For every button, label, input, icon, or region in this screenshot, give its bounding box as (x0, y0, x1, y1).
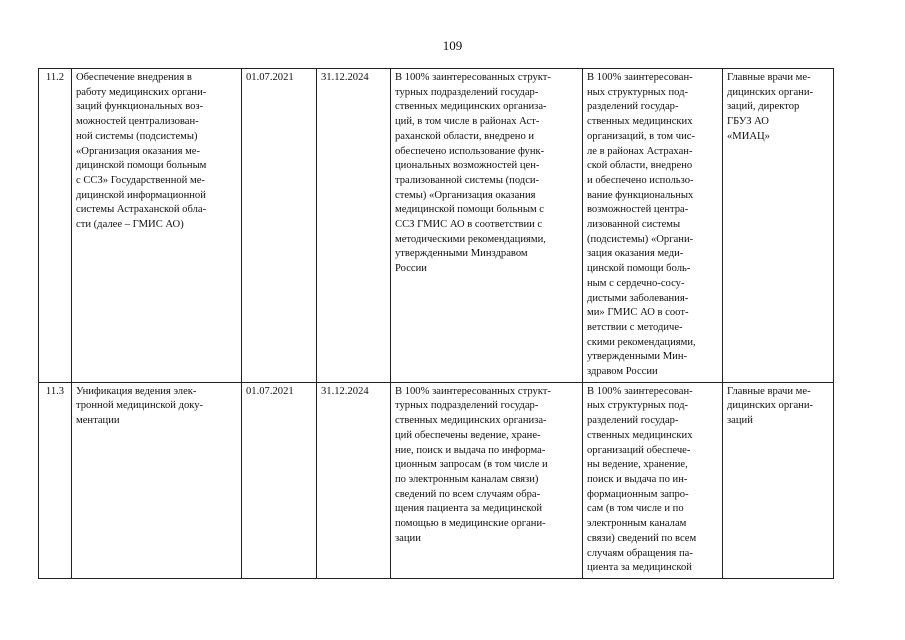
start-date-cell: 01.07.2021 (242, 69, 317, 383)
indicator-cell: В 100% заинтересован- ных структурных под- разделений государ- ственных медицинских организаций обеспече- ны ведение, хранение, поиск и выдача по ин- формационным запро- сам (в том числе и по электронным каналам связи) сведений по всем случаям обращения па- циента за медицинской (583, 382, 723, 578)
start-date-cell: 01.07.2021 (242, 382, 317, 578)
indicator-cell: В 100% заинтересован- ных структурных под- разделений государ- ственных медицинских организаций, в том чис- ле в районах Астрахан- ской области, внедрено и обеспечено использо- вание функциональных возможностей центра- лизованной системы (подсистемы) «Органи- зация оказания меди- цинской помощи боль- ным с сердечно-сосу- дистыми заболевания- ми» ГМИС АО в соот- ветствии с методиче- скими рекомендациями, утвержденными Мин- здравом России (583, 69, 723, 383)
row-number-cell: 11.2 (39, 69, 72, 383)
action-cell: Обеспечение внедрения в работу медицинских органи- заций функциональных воз- можностей централизован- ной системы (подсистемы) «Организация оказания ме- дицинской помощи больным с ССЗ» Государственной ме- дицинской информационной системы Астраханской обла- сти (далее – ГМИС АО) (72, 69, 242, 383)
page-number: 109 (442, 38, 463, 53)
measures-table (38, 68, 834, 579)
end-date-cell: 31.12.2024 (317, 69, 391, 383)
responsible-cell: Главные врачи ме- дицинских органи- заций, директор ГБУЗ АО «МИАЦ» (723, 69, 834, 383)
table-row (39, 69, 834, 383)
row-number-cell: 11.3 (39, 382, 72, 578)
end-date-cell: 31.12.2024 (317, 382, 391, 578)
action-cell: Унификация ведения элек- тронной медицинской доку- ментации (72, 382, 242, 578)
result-cell: В 100% заинтересованных структ- турных подразделений государ- ственных медицинских организа- ций, в том числе в районах Аст- раханской области, внедрено и обеспечено использование функ- циональных возможностей цен- трализованной системы (подси- стемы) «Организация оказания медицинской помощи больным с ССЗ ГМИС АО в соответствии с методическими рекомендациями, утвержденными Минздравом России (391, 69, 583, 383)
responsible-cell: Главные врачи ме- дицинских органи- заций (723, 382, 834, 578)
table-row (39, 382, 834, 578)
result-cell: В 100% заинтересованных структ- турных подразделений государ- ственных медицинских организа- ций обеспечены ведение, хране- ние, поиск и выдача по информа- ционным запросам (в том числе и по электронным каналам связи) сведений по всем случаям обра- щения пациента за медицинской помощью в медицинские органи- зации (391, 382, 583, 578)
